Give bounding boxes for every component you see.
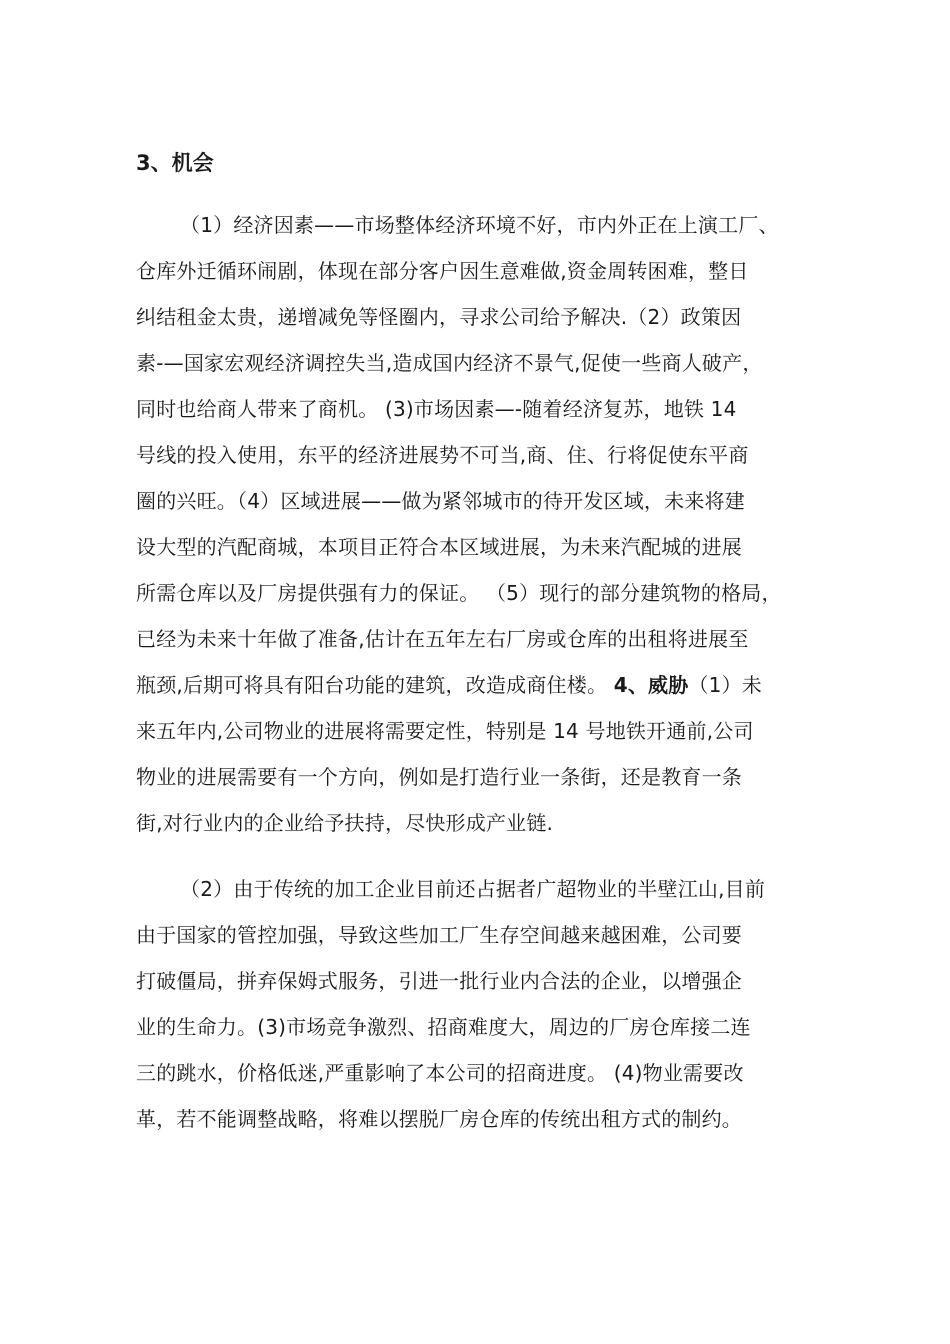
paragraph-line: 圈的兴旺。（4）区域进展——做为紧邻城市的待开发区域，未来将建 bbox=[136, 489, 745, 513]
paragraph-text: 瓶颈,后期可将具有阳台功能的建筑，改造成商住楼。 bbox=[136, 673, 608, 697]
paragraph-line: 同时也给商人带来了商机。 (3)市场因素—-随着经济复苏，地铁 14 bbox=[136, 397, 737, 421]
paragraph-line: 已经为未来十年做了准备,估计在五年左右厂房或仓库的出租将进展至 bbox=[136, 627, 749, 651]
paragraph-line: 所需仓库以及厂房提供强有力的保证。 （5）现行的部分建筑物的格局， bbox=[136, 581, 782, 605]
paragraph-line-with-threat-heading bbox=[136, 668, 836, 702]
paragraph-line: 打破僵局，拼弃保姆式服务，引进一批行业内合法的企业，以增强企 bbox=[136, 969, 742, 993]
paragraph-line: 号线的投入使用，东平的经济进展势不可当,商、住、行将促使东平商 bbox=[136, 443, 749, 467]
paragraph-line: 街,对行业内的企业给予扶持，尽快形成产业链. bbox=[136, 811, 554, 835]
paragraph-line: 仓库外迁循环闹剧，体现在部分客户因生意难做,资金周转困难，整日 bbox=[136, 259, 749, 283]
paragraph-line: （1）经济因素——市场整体经济环境不好，市内外正在上演工厂、 bbox=[180, 213, 779, 237]
paragraph-line: （2）由于传统的加工企业目前还占据者广超物业的半壁江山,目前 bbox=[180, 877, 766, 901]
section-heading-opportunity: 3、机会 bbox=[136, 151, 214, 175]
paragraph-line: 素-—国家宏观经济调控失当,造成国内经济不景气,促使一些商人破产， bbox=[136, 351, 763, 375]
paragraph-text: （1）未 bbox=[688, 673, 762, 697]
paragraph-line: 三的跳水，价格低迷,严重影响了本公司的招商进度。 (4)物业需要改 bbox=[136, 1061, 744, 1085]
paragraph-line: 来五年内,公司物业的进展将需要定性，特别是 14 号地铁开通前,公司 bbox=[136, 719, 754, 743]
paragraph-line: 物业的进展需要有一个方向，例如是打造行业一条街，还是教育一条 bbox=[136, 765, 742, 789]
paragraph-line: 纠结租金太贵，递增减免等怪圈内，寻求公司给予解决.（2）政策因 bbox=[136, 305, 742, 329]
section-heading-threat: 4、威胁 bbox=[613, 673, 689, 697]
paragraph-line: 业的生命力。(3)市场竞争激烈、招商难度大，周边的厂房仓库接二连 bbox=[136, 1015, 751, 1039]
paragraph-line: 由于国家的管控加强，导致这些加工厂生存空间越来越困难，公司要 bbox=[136, 923, 742, 947]
paragraph-line: 设大型的汽配商城，本项目正符合本区域进展，为未来汽配城的进展 bbox=[136, 535, 742, 559]
paragraph-line: 革，若不能调整战略，将难以摆脱厂房仓库的传统出租方式的制约。 bbox=[136, 1107, 742, 1131]
